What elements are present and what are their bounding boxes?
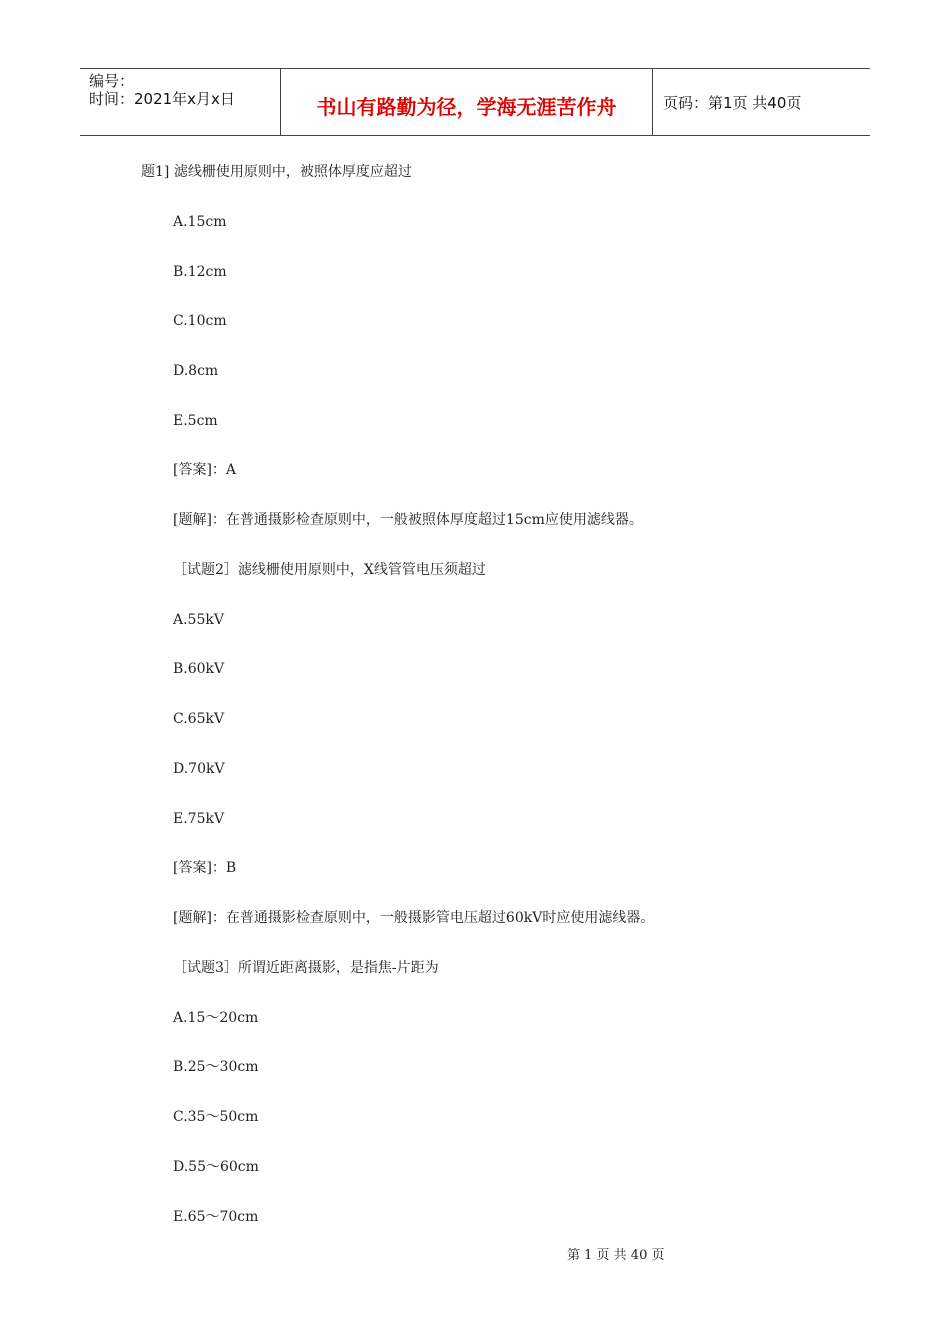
- question-1-option-c: C.10cm: [173, 313, 227, 329]
- question-2-option-c: C.65kV: [173, 711, 225, 727]
- header-motto: 书山有路勤为径，学海无涯苦作舟: [281, 69, 653, 135]
- question-1-option-a: A.15cm: [173, 214, 227, 230]
- header-meta: [80, 69, 281, 135]
- question-2-option-e: E.75kV: [173, 811, 225, 827]
- header-page-info: 页码：第1页 共40页: [663, 93, 802, 112]
- question-3-option-e: E.65～70cm: [173, 1209, 259, 1225]
- question-1-option-b: B.12cm: [173, 264, 227, 280]
- question-2-option-b: B.60kV: [173, 661, 225, 677]
- question-1-option-e: E.5cm: [173, 413, 218, 429]
- question-3-option-d: D.55～60cm: [173, 1159, 259, 1175]
- document-time-label: 时间：2021年x月x日: [89, 90, 235, 108]
- question-2-option-d: D.70kV: [173, 761, 225, 777]
- question-3-option-c: C.35～50cm: [173, 1109, 259, 1125]
- question-1-stem: 题1] 滤线栅使用原则中，被照体厚度应超过: [141, 164, 412, 180]
- question-3-option-a: A.15～20cm: [173, 1010, 259, 1026]
- question-2-option-a: A.55kV: [173, 612, 224, 628]
- question-2-answer: [答案]：B: [173, 860, 237, 876]
- question-1-answer: [答案]：A: [173, 462, 237, 478]
- document-number-label: 编号：: [89, 72, 135, 90]
- question-2-explanation: [题解]：在普通摄影检查原则中，一般摄影管电压超过60kV时应使用滤线器。: [173, 910, 655, 926]
- page-header: [80, 68, 870, 136]
- page-footer: 第 1 页 共 40 页: [567, 1248, 665, 1263]
- question-1-explanation: [题解]：在普通摄影检查原则中，一般被照体厚度超过15cm应使用滤线器。: [173, 512, 643, 528]
- question-2-stem: ［试题2］滤线栅使用原则中，X线管管电压须超过: [173, 562, 486, 578]
- question-3-option-b: B.25～30cm: [173, 1059, 259, 1075]
- question-1-option-d: D.8cm: [173, 363, 219, 379]
- question-3-stem: ［试题3］所谓近距离摄影，是指焦-片距为: [173, 960, 439, 976]
